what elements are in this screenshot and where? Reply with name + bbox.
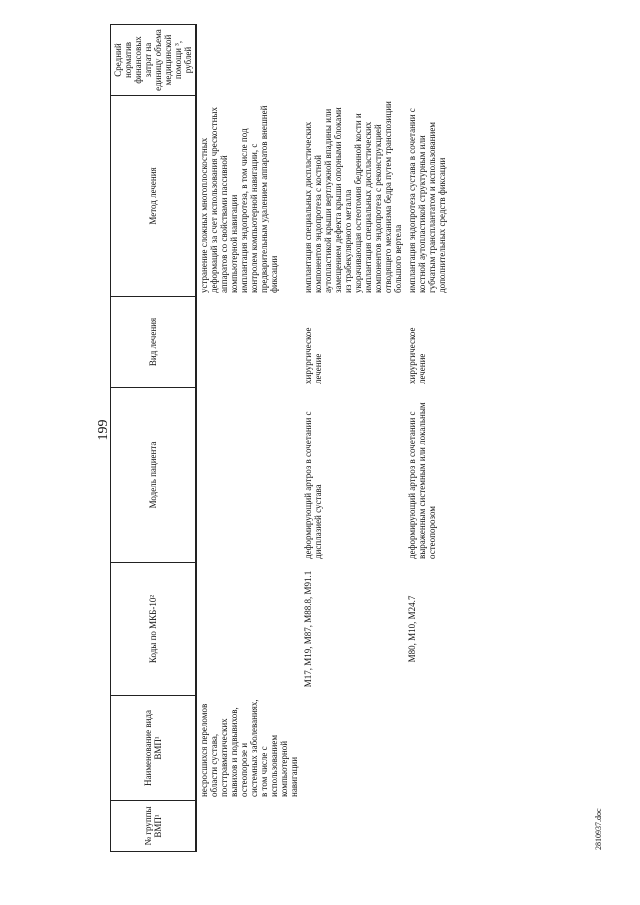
- cell-name: несросшихся переломов области сустава, посттравматических вывихов и подвывихов, остеопорозе и системных заболеваниях, в том числе с использованием компьютерной навигации: [199, 699, 299, 797]
- method-text: имплантация эндопротеза, в том числе под контролем компьютерной навигации, с предварительным удалением аппаратов внешней фиксации: [239, 105, 279, 293]
- cell-cost: [301, 25, 405, 96]
- cell-type: хирургическое лечение: [407, 327, 427, 384]
- header-patient-model: Модель пациента: [111, 388, 197, 563]
- method-text: имплантация специальных диспластических компонентов эндопротеза с костной аутопластикой крыши вертлужной впадины или замещением дефекта крыши опорными блоками из трабекулярного металла: [303, 107, 353, 293]
- cell-model: деформирующий артроз в сочетании с выраженным системным или локальным остеопорозом: [407, 402, 437, 559]
- cell-number: [301, 801, 405, 852]
- cell-number: [196, 801, 301, 852]
- cell-number: [405, 801, 449, 852]
- method-text: имплантация эндопротеза сустава в сочетании с костной аутопластикой структурным или губчатым трансплантатом и использованием дополнительных средств фиксации: [407, 108, 447, 293]
- cell-model: [196, 388, 301, 563]
- cell-codes: [196, 563, 301, 696]
- table-row: [405, 25, 449, 852]
- cell-methods: [405, 96, 449, 297]
- cell-cost: [405, 25, 449, 96]
- cell-cost: [196, 25, 301, 96]
- method-text: укорачивающая остеотомия бедренной кости и имплантация специальных диспластических компонентов эндопротеза с реконструкцией отводящего механизма бедра путем транспозиции большого вертела: [353, 101, 403, 293]
- page-number: 199: [96, 419, 111, 441]
- document-page: [70, 29, 610, 860]
- cell-codes: M80, M10, M24.7: [407, 595, 417, 663]
- header-average-cost: Средний норматив финансовых затрат на единицу объема медицинской помощи ³, рублей: [111, 25, 197, 96]
- treatment-table: [110, 24, 449, 852]
- header-treatment-type: Вид лечения: [111, 297, 197, 388]
- cell-name: [301, 696, 405, 801]
- cell-methods: [196, 96, 301, 297]
- header-icd-codes: Коды по МКБ-10²: [111, 563, 197, 696]
- table-header-row: [111, 25, 197, 852]
- header-treatment-method: Метод лечения: [111, 96, 197, 297]
- cell-methods: [301, 96, 405, 297]
- header-group-number: № группы ВМП¹: [111, 801, 197, 852]
- cell-name: [405, 696, 449, 801]
- document-filename: 2810937.doc: [594, 808, 603, 850]
- method-text: устранение сложных многоплоскостных деформаций за счет использования чрескостных аппаратов со свойствами пассивной компьютерной навигации: [199, 107, 239, 293]
- table-row: [301, 25, 405, 852]
- cell-codes: M17, M19, M87, M88.8, M91.1: [303, 570, 313, 688]
- header-vmp-name: Наименование вида ВМП¹: [111, 696, 197, 801]
- cell-type: [196, 297, 301, 388]
- table-row: [196, 25, 301, 852]
- cell-type: хирургическое лечение: [303, 327, 323, 384]
- cell-model: деформирующий артроз в сочетании с дисплазией сустава: [303, 411, 323, 559]
